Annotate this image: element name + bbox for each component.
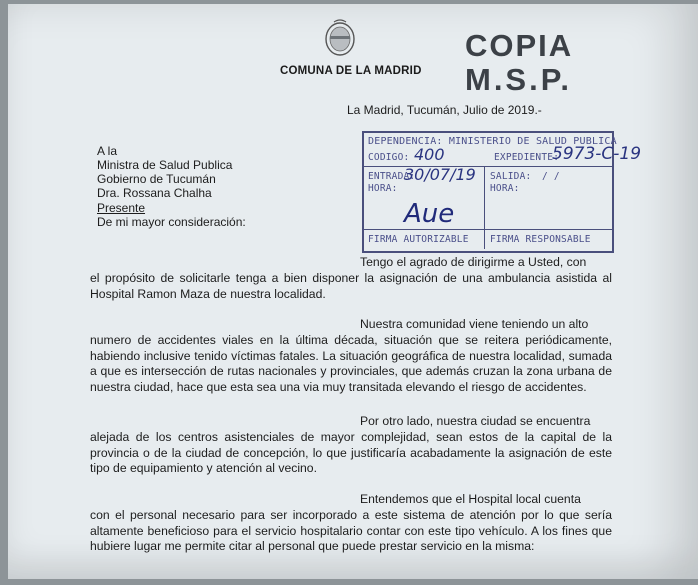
paragraph-4-first-line: Entendemos que el Hospital local cuenta bbox=[360, 492, 581, 506]
municipality-name: COMUNA DE LA MADRID bbox=[280, 65, 422, 77]
stamp-salida-value: / / bbox=[542, 171, 560, 182]
paragraph-3: alejada de los centros asistenciales de mayor complejidad, sean estos de la capital de la provincia o de la ciudad de concepción, lo que justificaría acabadamente la asignación de este tipo de equipamiento y atención al vecino. bbox=[90, 430, 612, 476]
addressee-government: Gobierno de Tucumán bbox=[97, 172, 216, 186]
stamp-codigo-label: CODIGO: bbox=[368, 152, 410, 163]
addressee-presente: Presente bbox=[97, 201, 146, 215]
stamp-expediente-label: EXPEDIENTE: bbox=[494, 152, 560, 163]
stamp-firma-responsable: FIRMA RESPONSABLE bbox=[490, 234, 591, 245]
stamp-hora-salida-label: HORA: bbox=[490, 183, 520, 194]
paragraph-3-first-line: Por otro lado, nuestra ciudad se encuentra bbox=[360, 414, 591, 428]
addressee-title: Ministra de Salud Publica bbox=[97, 158, 233, 172]
stamp-codigo-value: 400 bbox=[414, 145, 445, 164]
paragraph-4: con el personal necesario para ser incorporado a este sistema de atención por lo que sería altamente beneficioso para el servicio hospitalario contar con este tipo vehículo. A los fines que hubiere lugar me permite citar al personal que puede prestar servicio en la misma: bbox=[90, 508, 612, 554]
paragraph-1-first-line: Tengo el agrado de dirigirme a Usted, con bbox=[360, 255, 587, 269]
paragraph-2-first-line: Nuestra comunidad viene teniendo un alto bbox=[360, 317, 589, 331]
copy-stamp-ministry: M.S.P. bbox=[465, 62, 573, 97]
place-and-date: La Madrid, Tucumán, Julio de 2019.- bbox=[347, 103, 542, 117]
stamp-dependencia: DEPENDENCIA: MINISTERIO DE SALUD PUBLICA bbox=[368, 136, 617, 147]
stamp-hora-entrada-label: HORA: bbox=[368, 183, 398, 194]
stamp-firma-autorizable: FIRMA AUTORIZABLE bbox=[368, 234, 469, 245]
paragraph-1: el propósito de solicitarle tenga a bien disponer la asignación de una ambulancia asistida al Hospital Ramon Maza de nuestra localidad. bbox=[90, 271, 612, 301]
stamp-entrada-value: 30/07/19 bbox=[404, 165, 476, 184]
stamp-salida-label: SALIDA: bbox=[490, 171, 532, 182]
reception-stamp bbox=[362, 131, 642, 253]
copy-stamp-title: COPIA bbox=[465, 28, 574, 63]
stamp-signature: Aue bbox=[404, 199, 455, 229]
addressee-salutation: A la bbox=[97, 144, 118, 158]
stamp-expediente-value: 5973-C-19 bbox=[552, 144, 642, 164]
addressee-name: Dra. Rossana Chalha bbox=[97, 186, 212, 200]
municipal-crest-icon bbox=[322, 18, 358, 58]
stamp-entrada-label: ENTRADA: bbox=[368, 171, 416, 182]
paragraph-2: numero de accidentes viales en la última década, situación que se reitera periódicamente, habiendo inclusive tenido víctimas fatales. La situación geográfica de nuestra localidad, sumada a que es intersección de rutas nacionales y provinciales, que además cruzan la zona urbana de nuestra ciudad, hace que esta sea una via muy transitada elevando el riesgo de accidentes. bbox=[90, 333, 612, 394]
greeting: De mi mayor consideración: bbox=[97, 215, 246, 229]
